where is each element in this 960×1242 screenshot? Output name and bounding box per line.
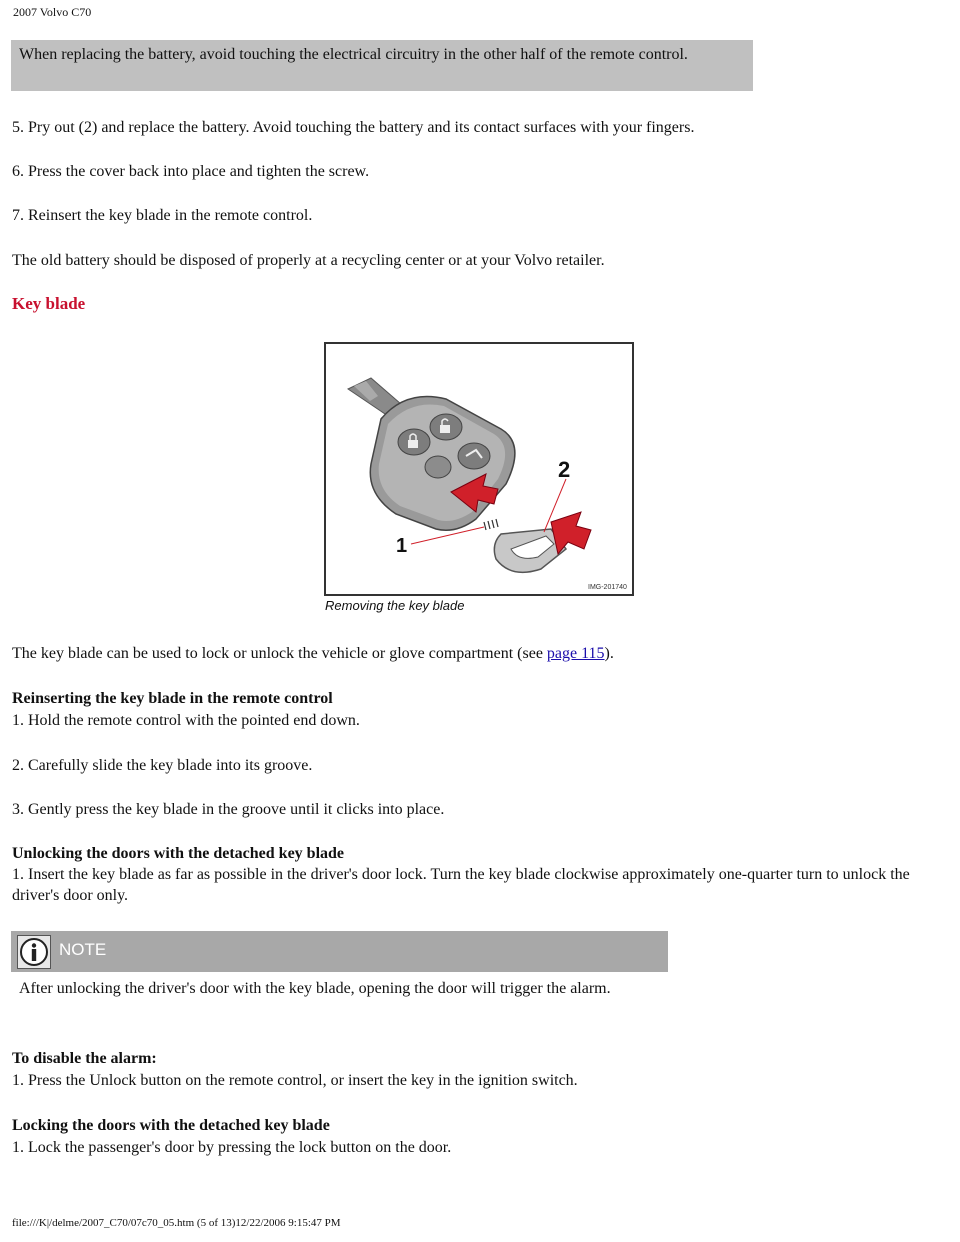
reinserting-step-2: 2. Carefully slide the key blade into its groove. — [12, 757, 313, 774]
locking-heading: Locking the doors with the detached key blade — [12, 1117, 330, 1134]
reinserting-step-1: 1. Hold the remote control with the pointed end down. — [12, 712, 360, 729]
key-blade-heading: Key blade — [12, 294, 86, 313]
battery-step-6: 6. Press the cover back into place and tighten the screw. — [12, 163, 370, 180]
intro-before: The key blade can be used to lock or unlock the vehicle or glove compartment (see — [12, 645, 547, 662]
reinserting-step-3: 3. Gently press the key blade in the groove until it clicks into place. — [12, 801, 445, 818]
locking-step-1: 1. Lock the passenger's door by pressing the lock button on the door. — [12, 1139, 452, 1156]
intro-after: ). — [604, 645, 614, 662]
battery-step-5: 5. Pry out (2) and replace the battery. Avoid touching the battery and its contact surfaces with your fingers. — [12, 119, 695, 136]
disposal-text: The old battery should be disposed of properly at a recycling center or at your Volvo retailer. — [12, 252, 605, 269]
key-remote-illustration — [326, 344, 632, 594]
disable-alarm-step-1: 1. Press the Unlock button on the remote control, or insert the key in the ignition switch. — [12, 1072, 578, 1089]
unlocking-step-1: 1. Insert the key blade as far as possible in the driver's door lock. Turn the key blade clockwise approximately one-quarter turn to unlock the driver's door only. — [12, 866, 910, 904]
page-115-link[interactable]: page 115 — [546, 645, 605, 662]
unlocking-heading: Unlocking the doors with the detached key blade — [12, 845, 345, 862]
note-text: After unlocking the driver's door with the key blade, opening the door will trigger the alarm. — [19, 980, 611, 997]
warning-box: When replacing the battery, avoid touching the electrical circuitry in the other half of the remote control. — [11, 40, 753, 91]
info-icon — [17, 935, 51, 969]
key-blade-intro — [12, 643, 942, 664]
note-label: NOTE — [59, 940, 107, 959]
note-bar — [11, 931, 668, 972]
key-blade-figure — [324, 342, 634, 596]
figure-label-2: 2 — [558, 457, 571, 482]
battery-step-7: 7. Reinsert the key blade in the remote control. — [12, 207, 313, 224]
figure-image-code: IMG-201740 — [588, 584, 627, 591]
figure-label-1: 1 — [396, 535, 408, 557]
footer-path: file:///K|/delme/2007_C70/07c70_05.htm (5 of 13)12/22/2006 9:15:47 PM — [12, 1217, 341, 1229]
document-header: 2007 Volvo C70 — [13, 5, 92, 19]
reinserting-heading: Reinserting the key blade in the remote control — [12, 690, 333, 707]
disable-alarm-heading: To disable the alarm: — [12, 1050, 157, 1067]
figure-caption: Removing the key blade — [325, 598, 465, 613]
